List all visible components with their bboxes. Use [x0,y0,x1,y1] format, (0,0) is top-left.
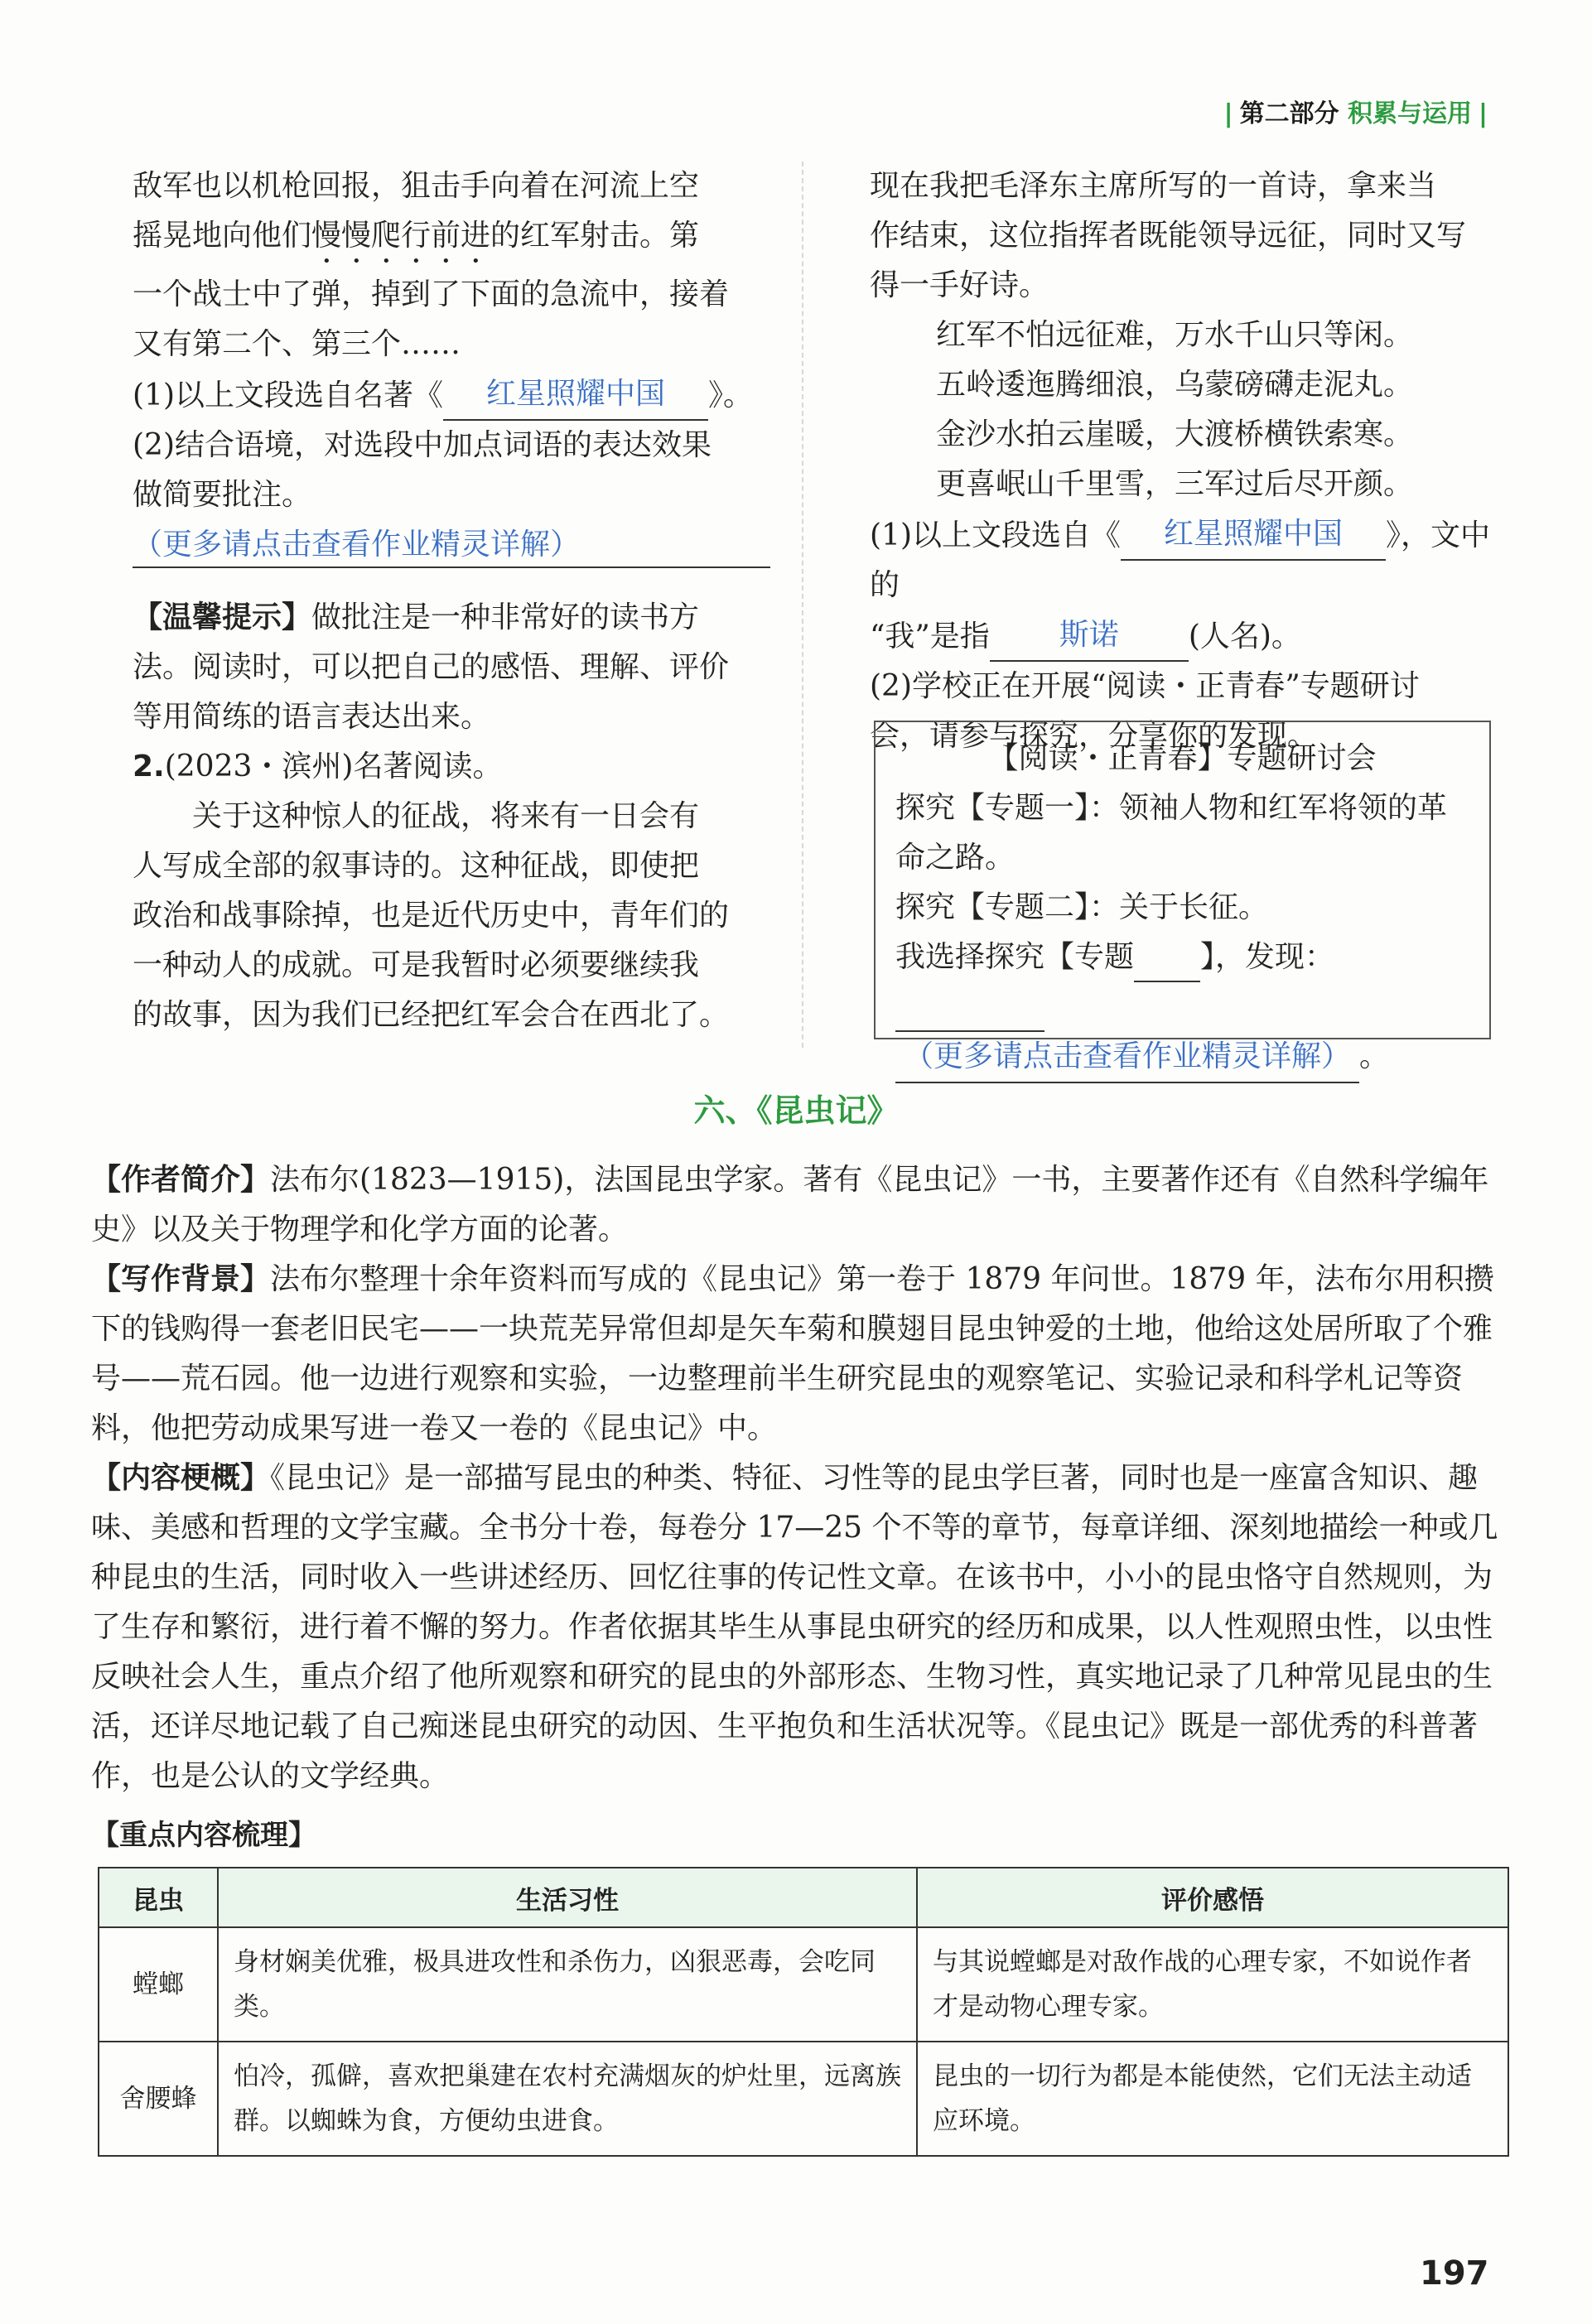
tip-line: 等用简练的语言表达出来。 [133,700,491,734]
passage-line: 摇晃地向他们慢慢爬行前进的红军射击。第 [133,219,700,253]
box-line: （更多请点击查看作业精灵详解） 。 [895,1032,1469,1083]
more-details-link[interactable]: （更多请点击查看作业精灵详解） [895,1032,1359,1083]
insect-name: 舍腰蜂 [99,2042,218,2156]
header-habit: 生活习性 [218,1868,917,1927]
page-header: | 第二部分 积累与运用 | [1223,99,1488,128]
left-column [133,162,770,1040]
poem-line: 五岭逶迤腾细浪，乌蒙磅礴走泥丸。 [936,368,1414,402]
handwritten-answer: 红星照耀中国 [1163,517,1343,551]
insect-comment: 昆虫的一切行为都是本能使然，它们无法主动适应环境。 [917,2042,1508,2156]
passage-line: 一个战士中了弹，掉到了下面的急流中，接着 [133,277,730,311]
handwritten-answer: 红星照耀中国 [485,377,665,411]
insect-habit: 身材娴美优雅，极具进攻性和杀伤力，凶狠恶毒，会吃同类。 [218,1927,917,2042]
answer-blank[interactable] [1121,509,1386,561]
insect-table [98,1867,1509,2157]
summary-label: 【内容梗概】 [91,1461,271,1495]
poem-line: 金沙水拍云崖暖，大渡桥横铁索寒。 [936,417,1414,451]
answer-blank[interactable] [443,369,708,421]
table-row [99,1927,1508,2042]
background-paragraph: 【写作背景】法布尔整理十余年资料而写成的《昆虫记》第一卷于 1879 年问世。1879 年，法布尔用积攒下的钱购得一套老旧民宅——一块荒芜异常但却是矢车菊和膜翅目昆虫钟爱的土地，他给这处居所取了个雅号——荒石园。他一边进行观察和实验，一边整理前半生研究昆虫的观察笔记、实验记录和科学札记等资料，他把劳动成果写进一卷又一卷的《昆虫记》中。 [91,1262,1494,1445]
background-label: 【写作背景】 [91,1262,271,1296]
summary-paragraph: 【内容梗概】《昆虫记》是一部描写昆虫的种类、特征、习性等的昆虫学巨著，同时也是一座富含知识、趣味、美感和哲理的文学宝藏。全书分十卷，每卷分 17—25 个不等的章节，每章详细、深刻地描绘一种或几种昆虫的生活，同时收入一些讲述经历、回忆往事的传记性文章。在该书中，小小的昆虫恪守自然规则，为了生存和繁衍，进行着不懈的努力。作者依据其毕生从事昆虫研究的经历和成果，以人性观照虫性，以虫性反映社会人生，重点介绍了他所观察和研究的昆虫的外部形态、生物习性，真实地记录了几种常见昆虫的生活，还详尽地记载了自己痴迷昆虫研究的动因、生平抱负和生活状况等。《昆虫记》既是一部优秀的科普著作，也是公认的文学经典。 [91,1461,1498,1793]
insect-habit: 怕冷，孤僻，喜欢把巢建在农村充满烟灰的炉灶里，远离族群。以蜘蛛为食，方便幼虫进食。 [218,2042,917,2156]
passage-line: 一种动人的成就。可是我暂时必须要继续我 [133,948,700,982]
passage-line: 的故事，因为我们已经把红军会合在西北了。 [133,998,730,1032]
question-1: (1)以上文段选自名著《 红星照耀中国 》。 [133,369,770,421]
page-number: 197 [1420,2254,1489,2293]
passage-line: 又有第二个、第三个…… [133,327,461,361]
handwritten-answer: 斯诺 [1059,618,1119,652]
author-paragraph: 【作者简介】法布尔(1823—1915)，法国昆虫学家。著有《昆虫记》一书，主要著作还有《自然科学编年史》以及关于物理学和化学方面的论著。 [91,1163,1489,1246]
box-line: 命之路。 [895,841,1016,875]
question-2: 做简要批注。 [133,478,312,512]
passage-line: 现在我把毛泽东主席所写的一首诗，拿来当 [870,169,1437,203]
book-intro [91,1155,1508,1801]
header-insect: 昆虫 [99,1868,218,1927]
section-title: 六、《昆虫记》 [693,1092,899,1129]
passage-line: 人写成全部的叙事诗的。这种征战，即使把 [133,849,700,883]
column-divider [802,162,803,1048]
seminar-box [874,721,1491,1073]
question-1: (1)以上文段选自《 红星照耀中国 》，文中的 [870,509,1508,610]
passage-line: 得一手好诗。 [870,268,1049,302]
poem-line: 红军不怕远征难，万水千山只等闲。 [936,318,1414,352]
more-details-link[interactable]: （更多请点击查看作业精灵详解） [133,528,581,562]
table-title: 【重点内容梳理】 [91,1819,316,1852]
table-header-row [99,1868,1508,1927]
header-comment: 评价感悟 [917,1868,1508,1927]
question-heading: 2.(2023・滨州)名著阅读。 [133,750,503,784]
answer-line [133,520,770,568]
question-2: (2)结合语境，对选段中加点词语的表达效果 [133,428,712,462]
question-2: (2)学校正在开展“阅读・正青春”专题研讨 [870,669,1420,703]
topic-blank[interactable] [1134,981,1200,982]
passage-line: 关于这种惊人的征战，将来有一日会有 [192,799,700,833]
header-subtitle: 积累与运用 [1348,99,1473,128]
tip-label: 【温馨提示】 [133,600,312,634]
table-row [99,2042,1508,2156]
box-title: 【阅读・正青春】专题研讨会 [988,741,1377,775]
header-part: 第二部分 [1239,99,1339,128]
box-line: 探究【专题二】：关于长征。 [895,890,1269,924]
tip-line: 【温馨提示】做批注是一种非常好的读书方 [133,600,700,634]
author-label: 【作者简介】 [91,1163,271,1197]
passage-line: 敌军也以机枪回报，狙击手向着在河流上空 [133,169,700,203]
passage-line: 作结束，这位指挥者既能领导远征，同时又写 [870,219,1467,253]
box-line: 探究【专题一】：领袖人物和红军将领的革 [895,791,1448,825]
insect-comment: 与其说螳螂是对敌作战的心理专家，不如说作者才是动物心理专家。 [917,1927,1508,2042]
question-2: 会，请参与探究，分享你的发现。 [870,719,1318,753]
box-line: 我选择探究【专题 】，发现： [895,933,1469,1032]
question-1-line2: “我”是指 斯诺 (人名)。 [870,610,1508,662]
passage-line: 政治和战事除掉，也是近代历史中，青年们的 [133,899,730,933]
answer-blank[interactable] [990,610,1189,662]
poem-line: 更喜岷山千里雪，三军过后尽开颜。 [936,467,1414,501]
right-column [870,162,1508,761]
tip-line: 法。阅读时，可以把自己的感悟、理解、评价 [133,650,730,684]
insect-name: 螳螂 [99,1927,218,2042]
